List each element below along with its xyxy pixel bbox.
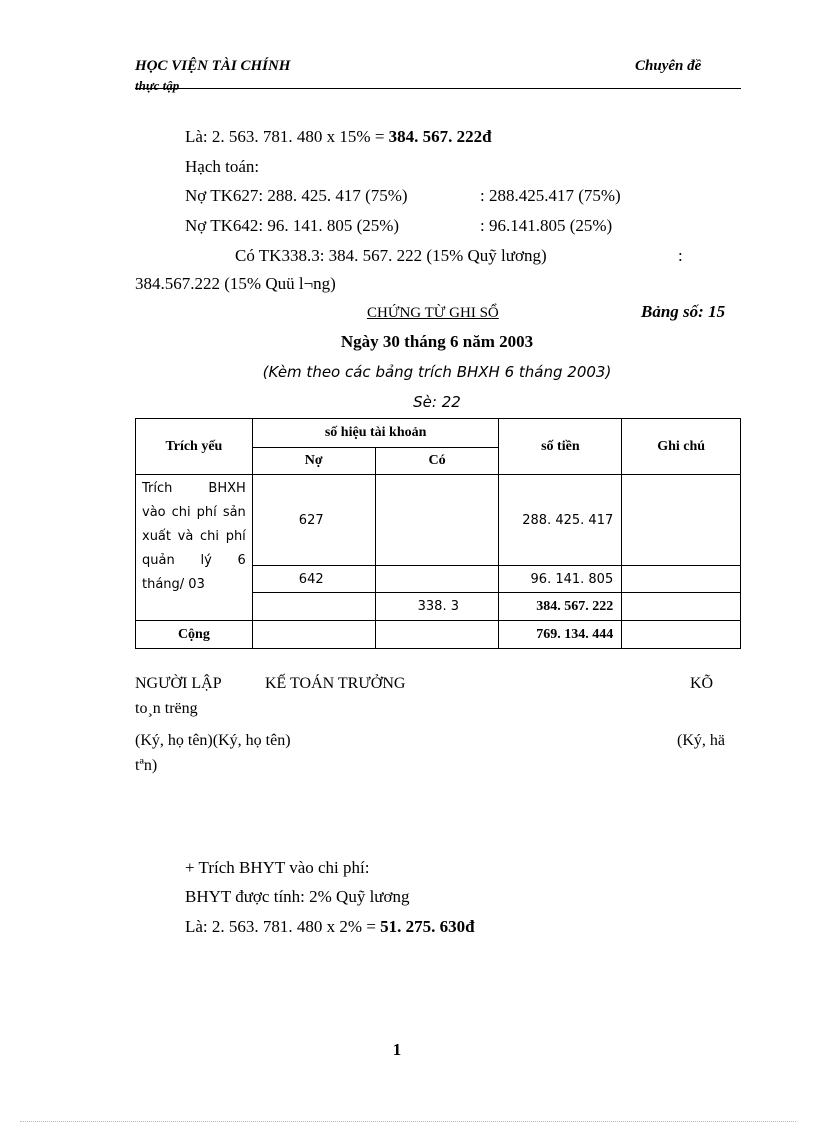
page-number: 1 xyxy=(392,1040,402,1059)
debit-642-dup: : 96.141.805 (25%) xyxy=(480,216,613,235)
header-topic: Chuyên đề xyxy=(635,58,702,74)
sig-chief-accountant: KẾ TOÁN TRƯỞNG xyxy=(265,675,406,692)
credit-338-dup: 384.567.222 (15% Quü l¬ng) xyxy=(135,274,336,293)
calc-prefix: Là: 2. 563. 781. 480 x 15% = xyxy=(185,127,389,146)
voucher-table xyxy=(135,418,741,649)
row2-debit: 642 xyxy=(252,566,375,593)
bhyt-heading: + Trích BHYT vào chi phí: xyxy=(185,858,370,877)
bhyt-calc-prefix: Là: 2. 563. 781. 480 x 2% = xyxy=(185,917,381,936)
row1-note xyxy=(622,475,741,566)
row3-amount: 384. 567. 222 xyxy=(499,593,622,621)
header-institution-wrap: thực tập xyxy=(135,78,180,93)
sig-sign-hint-wrap: tªn) xyxy=(135,757,158,774)
row1-debit: 627 xyxy=(252,475,375,566)
row2-note xyxy=(622,566,741,593)
row3-note xyxy=(622,593,741,621)
row3-debit xyxy=(252,593,375,621)
total-label: Cộng xyxy=(136,621,253,649)
row2-credit xyxy=(375,566,499,593)
total-empty-3 xyxy=(622,621,741,649)
row1-credit xyxy=(375,475,499,566)
header-amount: số tiền xyxy=(499,419,622,475)
desc-line: quản lý 6 xyxy=(142,553,246,568)
voucher-number: Sè: 22 xyxy=(413,393,461,411)
desc-line: Trích BHXH xyxy=(142,481,246,496)
voucher-attachment: (Kèm theo các bảng trích BHXH 6 tháng 2003) xyxy=(262,363,612,381)
sig-chief-accountant-alt: KÕ xyxy=(690,675,714,692)
sig-preparer: NGƯỜI LẬP xyxy=(135,675,222,692)
sig-sign-hints: (Ký, họ tên)(Ký, họ tên) xyxy=(135,732,291,749)
row3-credit: 338. 3 xyxy=(375,593,499,621)
sig-sign-hint-right: (Ký, hä xyxy=(677,732,725,749)
sig-chief-accountant-wrap: to¸n trëng xyxy=(135,700,198,717)
board-number: Bảng số: 15 xyxy=(641,302,726,321)
credit-338-colon: : xyxy=(678,246,683,265)
bhyt-rate: BHYT được tính: 2% Quỹ lương xyxy=(185,887,410,906)
row-description xyxy=(136,475,253,621)
accounting-heading: Hạch toán: xyxy=(185,157,260,176)
header-institution: HỌC VIỆN TÀI CHÍNH xyxy=(135,58,291,74)
header-summary: Trích yếu xyxy=(136,419,253,475)
desc-line: vào chi phí sản xyxy=(142,505,246,520)
voucher-date: Ngày 30 tháng 6 năm 2003 xyxy=(340,332,534,351)
debit-642-line: Nợ TK642: 96. 141. 805 (25%) xyxy=(185,216,400,235)
desc-line: tháng/ 03 xyxy=(142,577,205,592)
total-empty-2 xyxy=(375,621,499,649)
bhyt-calc xyxy=(185,917,475,937)
total-empty-1 xyxy=(252,621,375,649)
bhyt-calc-result: 51. 275. 630đ xyxy=(380,917,475,936)
calc-line xyxy=(185,127,492,147)
debit-627-line: Nợ TK627: 288. 425. 417 (75%) xyxy=(185,186,408,205)
debit-627-dup: : 288.425.417 (75%) xyxy=(480,186,621,205)
desc-line: xuất và chi phí xyxy=(142,529,246,544)
voucher-title: CHỨNG TỪ GHI SỔ xyxy=(367,305,499,321)
row1-amount: 288. 425. 417 xyxy=(499,475,622,566)
header-credit: Có xyxy=(375,448,499,475)
page-bottom-border xyxy=(20,1121,796,1122)
header-rule xyxy=(135,88,741,89)
header-debit: Nợ xyxy=(252,448,375,475)
calc-result: 384. 567. 222đ xyxy=(388,127,492,146)
header-account: số hiệu tài khoản xyxy=(252,419,499,448)
total-amount: 769. 134. 444 xyxy=(499,621,622,649)
row2-amount: 96. 141. 805 xyxy=(499,566,622,593)
header-note: Ghi chú xyxy=(622,419,741,475)
credit-338-line: Có TK338.3: 384. 567. 222 (15% Quỹ lương) xyxy=(235,246,547,265)
